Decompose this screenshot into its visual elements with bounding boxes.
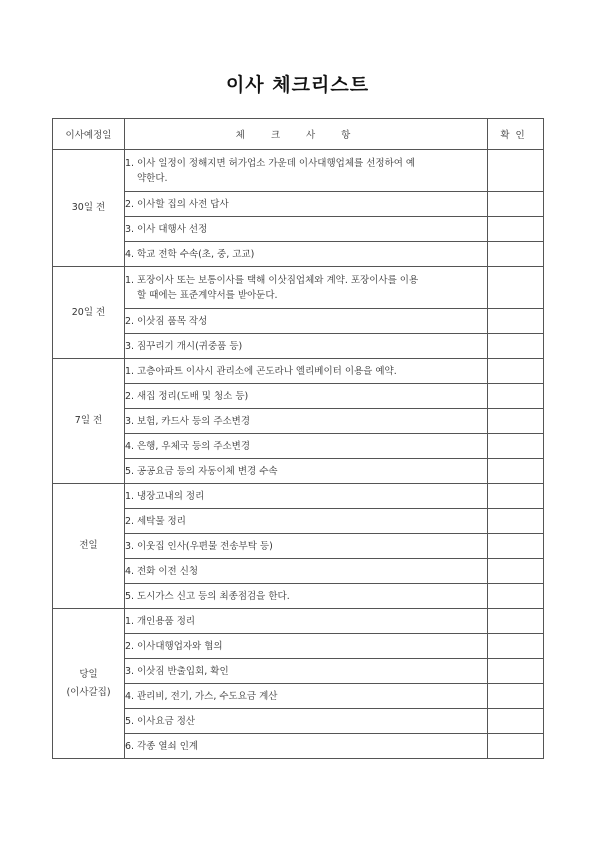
check-cell[interactable]	[488, 334, 544, 359]
task-cell	[125, 709, 488, 734]
period-cell-day-before	[53, 484, 125, 609]
period-cell-7days	[53, 359, 125, 484]
task-number: 6.	[125, 740, 135, 752]
check-cell[interactable]	[488, 709, 544, 734]
task-text: 관리비, 전기, 가스, 수도요금 계산	[137, 690, 278, 702]
period-label: 7일 전	[74, 415, 103, 426]
task-text: 새집 정리(도배 및 청소 등)	[137, 390, 249, 402]
check-cell[interactable]	[488, 434, 544, 459]
check-cell[interactable]	[488, 217, 544, 242]
check-cell[interactable]	[488, 509, 544, 534]
check-cell[interactable]	[488, 409, 544, 434]
table-row	[53, 242, 544, 267]
table-row	[53, 309, 544, 334]
task-text: 이사요금 정산	[137, 715, 196, 727]
task-cell	[125, 150, 488, 192]
table-row	[53, 150, 544, 192]
task-text-continued: 약한다.	[137, 172, 168, 184]
task-cell	[125, 334, 488, 359]
task-number: 5.	[125, 590, 135, 602]
check-cell[interactable]	[488, 559, 544, 584]
task-cell	[125, 534, 488, 559]
period-sublabel: (이사갈집)	[66, 686, 111, 698]
check-cell[interactable]	[488, 734, 544, 759]
task-cell	[125, 409, 488, 434]
check-cell[interactable]	[488, 309, 544, 334]
task-text: 이사할 집의 사전 답사	[137, 198, 229, 210]
check-cell[interactable]	[488, 359, 544, 384]
task-text: 짐꾸리기 개시(귀중품 등)	[137, 340, 243, 352]
table-header-row	[53, 119, 544, 150]
table-row	[53, 192, 544, 217]
task-number: 4.	[125, 690, 135, 702]
task-number: 2.	[125, 315, 135, 327]
check-cell[interactable]	[488, 150, 544, 192]
task-number: 1.	[125, 615, 135, 627]
task-cell	[125, 734, 488, 759]
task-number: 3.	[125, 340, 135, 352]
task-cell	[125, 309, 488, 334]
task-text: 고층아파트 이사시 관리소에 곤도라나 엘리베이터 이용을 예약.	[137, 365, 397, 377]
check-cell[interactable]	[488, 534, 544, 559]
table-row	[53, 434, 544, 459]
task-text: 은행, 우체국 등의 주소변경	[137, 440, 251, 452]
table-row	[53, 584, 544, 609]
task-text: 전화 이전 신청	[137, 565, 199, 577]
task-cell	[125, 684, 488, 709]
table-row	[53, 459, 544, 484]
period-label: 당일	[79, 668, 98, 680]
task-number: 1.	[125, 274, 135, 286]
table-row	[53, 484, 544, 509]
task-text: 포장이사 또는 보통이사를 택해 이삿짐업체와 계약. 포장이사를 이용	[137, 274, 419, 286]
task-number: 3.	[125, 665, 135, 677]
check-cell[interactable]	[488, 609, 544, 634]
table-row	[53, 334, 544, 359]
table-row	[53, 709, 544, 734]
task-cell	[125, 242, 488, 267]
table-row	[53, 359, 544, 384]
task-cell	[125, 459, 488, 484]
task-text: 개인용품 정리	[137, 615, 196, 627]
moving-checklist-table	[52, 118, 544, 759]
task-cell	[125, 434, 488, 459]
task-text: 학교 전학 수속(초, 중, 고교)	[137, 248, 255, 260]
table-row	[53, 534, 544, 559]
task-cell	[125, 509, 488, 534]
check-cell[interactable]	[488, 384, 544, 409]
check-cell[interactable]	[488, 659, 544, 684]
task-cell	[125, 359, 488, 384]
check-cell[interactable]	[488, 684, 544, 709]
task-number: 2.	[125, 640, 135, 652]
task-text: 이삿짐 품목 작성	[137, 315, 208, 327]
task-text: 각종 열쇠 인계	[137, 740, 199, 752]
task-text: 이사 일정이 정해지면 허가업소 가운데 이사대행업체를 선정하여 예	[137, 157, 416, 169]
table-row	[53, 659, 544, 684]
table-row	[53, 634, 544, 659]
table-row	[53, 734, 544, 759]
task-number: 1.	[125, 490, 135, 502]
period-cell-20days	[53, 267, 125, 359]
task-number: 5.	[125, 465, 135, 477]
table-row	[53, 509, 544, 534]
task-number: 4.	[125, 248, 135, 260]
task-number: 2.	[125, 515, 135, 527]
task-text: 이삿짐 반출입회, 확인	[137, 665, 229, 677]
table-row	[53, 384, 544, 409]
task-number: 3.	[125, 415, 135, 427]
header-period: 이사예정일	[53, 119, 125, 150]
task-cell	[125, 659, 488, 684]
period-label: 20일 전	[71, 306, 106, 318]
table-row	[53, 609, 544, 634]
period-cell-moving-day	[53, 609, 125, 759]
task-text: 보험, 카드사 등의 주소변경	[137, 415, 251, 427]
task-number: 1.	[125, 365, 135, 377]
header-task: 체크사항	[125, 119, 488, 150]
check-cell[interactable]	[488, 242, 544, 267]
check-cell[interactable]	[488, 192, 544, 217]
header-check: 확인	[488, 119, 544, 150]
task-cell	[125, 217, 488, 242]
table-row	[53, 217, 544, 242]
task-number: 3.	[125, 540, 135, 552]
check-cell[interactable]	[488, 584, 544, 609]
task-cell	[125, 609, 488, 634]
table-row	[53, 409, 544, 434]
check-cell[interactable]	[488, 459, 544, 484]
task-text: 세탁물 정리	[137, 515, 186, 527]
task-cell	[125, 384, 488, 409]
table-row	[53, 684, 544, 709]
task-text: 이사대행업자와 협의	[137, 640, 223, 652]
period-label: 30일 전	[71, 202, 106, 213]
task-cell	[125, 634, 488, 659]
task-cell	[125, 559, 488, 584]
task-text: 도시가스 신고 등의 최종점검을 한다.	[137, 590, 290, 602]
task-text-continued: 할 때에는 표준계약서를 받아둔다.	[137, 289, 278, 301]
task-number: 2.	[125, 390, 135, 402]
task-number: 3.	[125, 223, 135, 235]
period-label: 전일	[79, 540, 98, 551]
document-title: 이사 체크리스트	[225, 74, 370, 96]
task-number: 4.	[125, 440, 135, 452]
table-row	[53, 267, 544, 309]
task-number: 2.	[125, 198, 135, 210]
task-number: 1.	[125, 157, 135, 169]
check-cell[interactable]	[488, 484, 544, 509]
period-cell-30days	[53, 150, 125, 267]
table-row	[53, 559, 544, 584]
task-cell	[125, 267, 488, 309]
check-cell[interactable]	[488, 267, 544, 309]
task-number: 5.	[125, 715, 135, 727]
check-cell[interactable]	[488, 634, 544, 659]
task-cell	[125, 484, 488, 509]
task-cell	[125, 584, 488, 609]
task-text: 냉장고내의 정리	[137, 490, 205, 502]
task-number: 4.	[125, 565, 135, 577]
task-cell	[125, 192, 488, 217]
task-text: 공공요금 등의 자동이체 변경 수속	[137, 465, 278, 477]
task-text: 이웃집 인사(우편물 전송부탁 등)	[137, 540, 273, 552]
task-text: 이사 대행사 선정	[137, 223, 208, 235]
